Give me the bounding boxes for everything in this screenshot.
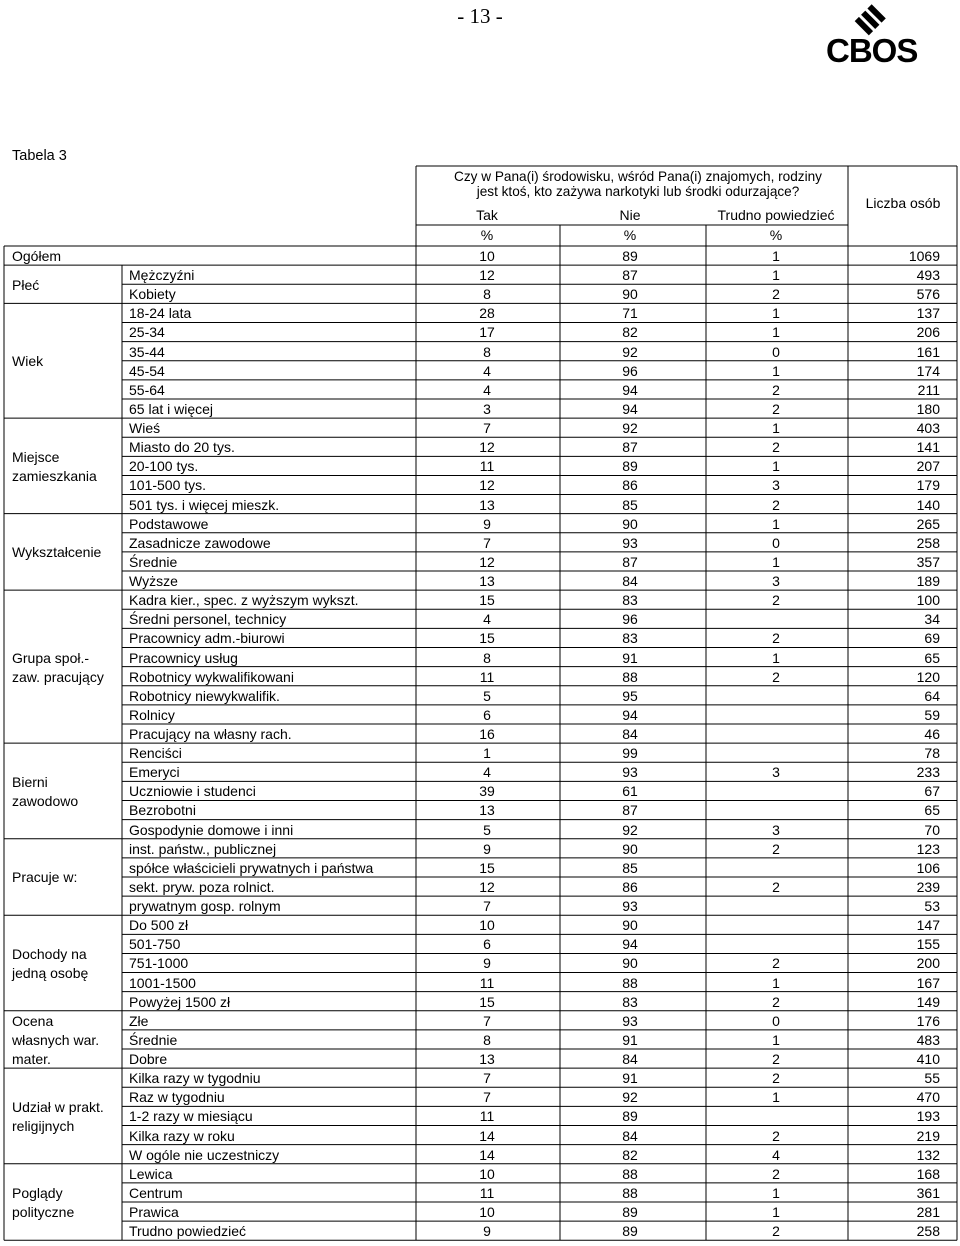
cell-nie: 85 bbox=[622, 859, 638, 876]
cell-liczba: 132 bbox=[916, 1146, 940, 1163]
row-label: Zasadnicze zawodowe bbox=[129, 534, 271, 551]
cell-trudno: 2 bbox=[772, 1127, 780, 1144]
cell-trudno: 2 bbox=[772, 400, 780, 417]
row-label: Bezrobotni bbox=[129, 802, 196, 819]
cell-liczba: 100 bbox=[916, 592, 940, 609]
cell-tak: 6 bbox=[483, 936, 491, 953]
group-label: Dochody na bbox=[12, 946, 87, 962]
cell-liczba: 265 bbox=[916, 515, 940, 532]
cell-liczba: 69 bbox=[924, 630, 940, 647]
row-label: Wieś bbox=[129, 420, 161, 437]
cell-liczba: 67 bbox=[924, 783, 940, 800]
cell-liczba: 361 bbox=[916, 1184, 940, 1201]
cell-nie: 92 bbox=[622, 420, 638, 437]
cell-nie: 90 bbox=[622, 840, 638, 857]
cell-liczba: 53 bbox=[924, 898, 940, 915]
cell-trudno: 2 bbox=[772, 381, 780, 398]
row-label: Miasto do 20 tys. bbox=[129, 439, 235, 456]
cell-liczba: 258 bbox=[916, 1223, 940, 1240]
cell-liczba: 219 bbox=[916, 1127, 940, 1144]
cell-nie: 83 bbox=[622, 630, 638, 647]
cell-trudno: 2 bbox=[772, 1223, 780, 1240]
cell-nie: 88 bbox=[622, 1165, 638, 1182]
cell-nie: 89 bbox=[622, 248, 638, 264]
row-label: Renciści bbox=[129, 745, 182, 762]
cell-tak: 10 bbox=[479, 248, 495, 264]
cell-nie: 87 bbox=[622, 802, 638, 819]
cell-nie: 89 bbox=[622, 1223, 638, 1240]
cell-tak: 12 bbox=[479, 267, 495, 284]
cell-liczba: 239 bbox=[916, 878, 940, 895]
cell-nie: 94 bbox=[622, 400, 638, 417]
cell-trudno: 1 bbox=[772, 974, 780, 991]
cell-liczba: 70 bbox=[924, 821, 940, 838]
row-label: Gospodynie domowe i inni bbox=[129, 821, 294, 838]
row-label: Podstawowe bbox=[129, 515, 209, 532]
cell-tak: 7 bbox=[483, 898, 491, 915]
cell-tak: 4 bbox=[483, 362, 491, 379]
cell-trudno: 2 bbox=[772, 878, 780, 895]
cell-tak: 9 bbox=[483, 840, 491, 857]
cell-trudno: 1 bbox=[772, 1031, 780, 1048]
cell-tak: 11 bbox=[479, 668, 495, 685]
row-label: 751-1000 bbox=[129, 955, 189, 972]
cell-tak: 4 bbox=[483, 611, 491, 628]
table-title: Tabela 3 bbox=[12, 148, 67, 164]
group-label: zamieszkania bbox=[12, 467, 97, 484]
cell-trudno: 2 bbox=[772, 1165, 780, 1182]
cell-liczba: 403 bbox=[916, 420, 940, 437]
cell-nie: 93 bbox=[622, 1012, 638, 1029]
cell-trudno: 2 bbox=[772, 439, 780, 456]
cell-trudno: 2 bbox=[772, 496, 780, 513]
cell-liczba: 149 bbox=[916, 993, 940, 1010]
row-label: Prawica bbox=[129, 1204, 179, 1220]
cell-tak: 15 bbox=[479, 592, 495, 609]
cell-nie: 84 bbox=[622, 573, 638, 590]
cell-liczba: 55 bbox=[924, 1070, 940, 1087]
cell-nie: 93 bbox=[622, 534, 638, 551]
group-label: Poglądy bbox=[12, 1185, 63, 1201]
cell-liczba: 168 bbox=[916, 1165, 940, 1182]
cell-trudno: 1 bbox=[772, 649, 780, 666]
cell-liczba: 147 bbox=[916, 917, 940, 934]
group-label: polityczne bbox=[12, 1204, 75, 1220]
cell-nie: 94 bbox=[622, 381, 638, 398]
cell-liczba: 470 bbox=[916, 1089, 940, 1106]
question-line-2: jest ktoś, kto zażywa narkotyki lub środki odurzające? bbox=[476, 184, 800, 199]
group-label: Bierni bbox=[12, 773, 48, 790]
cell-liczba: 155 bbox=[916, 936, 940, 953]
row-label: 1001-1500 bbox=[129, 974, 196, 991]
cell-nie: 61 bbox=[622, 783, 638, 800]
row-label: Powyżej 1500 zł bbox=[129, 993, 231, 1010]
cell-nie: 83 bbox=[622, 993, 638, 1010]
cell-trudno: 0 bbox=[772, 343, 780, 360]
row-label: Rolnicy bbox=[129, 706, 175, 723]
cell-trudno: 3 bbox=[772, 573, 780, 590]
group-label: religijnych bbox=[12, 1117, 75, 1134]
cell-tak: 7 bbox=[483, 534, 491, 551]
cell-tak: 8 bbox=[483, 286, 491, 303]
row-label: Trudno powiedzieć bbox=[129, 1223, 246, 1240]
row-label: Pracujący na własny rach. bbox=[129, 726, 292, 742]
cell-tak: 9 bbox=[483, 1223, 491, 1240]
cell-liczba: 123 bbox=[916, 840, 940, 857]
cell-liczba: 483 bbox=[916, 1031, 940, 1048]
cell-tak: 13 bbox=[479, 802, 495, 819]
group-label: mater. bbox=[12, 1050, 51, 1067]
cell-tak: 8 bbox=[483, 1031, 491, 1048]
row-label: spółce właścicieli prywatnych i państwa bbox=[129, 859, 374, 876]
column-header-tak: Tak bbox=[476, 207, 498, 223]
cell-trudno: 2 bbox=[772, 840, 780, 857]
cell-tak: 7 bbox=[483, 1089, 491, 1106]
unit-trudno: % bbox=[769, 227, 783, 243]
cell-nie: 84 bbox=[622, 726, 638, 742]
cell-liczba: 207 bbox=[916, 458, 940, 475]
cell-trudno: 1 bbox=[772, 362, 780, 379]
cell-liczba: 141 bbox=[916, 439, 940, 456]
cell-liczba: 211 bbox=[917, 381, 940, 398]
group-label: zaw. pracujący bbox=[12, 668, 104, 685]
cell-nie: 94 bbox=[622, 936, 638, 953]
group-label: Wiek bbox=[12, 353, 44, 370]
row-label: Do 500 zł bbox=[129, 917, 189, 934]
row-label: Kobiety bbox=[129, 286, 176, 303]
cell-liczba: 46 bbox=[924, 726, 940, 742]
page-number: - 13 - bbox=[457, 4, 503, 28]
cell-trudno: 1 bbox=[772, 1184, 780, 1201]
cell-tak: 17 bbox=[479, 324, 495, 341]
cell-tak: 12 bbox=[479, 477, 495, 494]
cell-tak: 15 bbox=[479, 630, 495, 647]
cell-liczba: 174 bbox=[916, 362, 940, 379]
cell-liczba: 65 bbox=[924, 649, 940, 666]
cell-nie: 91 bbox=[622, 1070, 638, 1087]
cell-tak: 11 bbox=[479, 974, 495, 991]
group-label: jedną osobę bbox=[12, 965, 89, 981]
cell-liczba: 34 bbox=[924, 611, 940, 628]
cell-nie: 87 bbox=[622, 553, 638, 570]
cell-nie: 87 bbox=[622, 439, 638, 456]
cell-tak: 10 bbox=[479, 1165, 495, 1182]
group-label: Wykształcenie bbox=[12, 544, 102, 561]
cell-nie: 82 bbox=[622, 324, 638, 341]
row-label: 55-64 bbox=[129, 381, 165, 398]
row-label: Robotnicy niewykwalifik. bbox=[129, 687, 280, 704]
row-label: Kilka razy w roku bbox=[129, 1127, 235, 1144]
unit-nie: % bbox=[623, 227, 637, 243]
cell-liczba: 59 bbox=[924, 706, 940, 723]
cell-trudno: 3 bbox=[772, 764, 780, 781]
cell-tak: 14 bbox=[479, 1146, 495, 1163]
cell-trudno: 1 bbox=[772, 553, 780, 570]
cell-tak: 7 bbox=[483, 420, 491, 437]
cell-liczba: 576 bbox=[916, 286, 940, 303]
cell-trudno: 0 bbox=[772, 1012, 780, 1029]
cell-tak: 10 bbox=[479, 917, 495, 934]
cell-tak: 28 bbox=[479, 305, 495, 322]
cell-trudno: 1 bbox=[772, 1204, 780, 1220]
group-label: Ocena bbox=[12, 1012, 54, 1029]
cell-trudno: 1 bbox=[772, 515, 780, 532]
cell-tak: 13 bbox=[479, 1051, 495, 1068]
cell-trudno: 2 bbox=[772, 668, 780, 685]
cell-nie: 71 bbox=[622, 305, 638, 322]
cell-nie: 89 bbox=[622, 458, 638, 475]
group-label: Pracuje w: bbox=[12, 869, 78, 886]
cell-nie: 90 bbox=[622, 286, 638, 303]
cell-trudno: 2 bbox=[772, 993, 780, 1010]
cell-tak: 11 bbox=[479, 458, 495, 475]
cell-tak: 5 bbox=[483, 821, 491, 838]
cell-tak: 39 bbox=[479, 783, 495, 800]
row-label: Kadra kier., spec. z wyższym wykszt. bbox=[129, 592, 359, 609]
group-label: własnych war. bbox=[12, 1031, 100, 1048]
cell-nie: 82 bbox=[622, 1146, 638, 1163]
cell-trudno: 1 bbox=[772, 324, 780, 341]
cell-nie: 92 bbox=[622, 343, 638, 360]
cell-liczba: 137 bbox=[916, 305, 940, 322]
cell-liczba: 120 bbox=[916, 668, 940, 685]
row-label: Centrum bbox=[129, 1184, 183, 1201]
row-label: W ogóle nie uczestniczy bbox=[129, 1146, 280, 1163]
cell-nie: 99 bbox=[622, 745, 638, 762]
cell-liczba: 78 bbox=[924, 745, 940, 762]
row-label: Mężczyźni bbox=[129, 267, 195, 284]
row-label: prywatnym gosp. rolnym bbox=[129, 898, 281, 915]
cell-liczba: 140 bbox=[916, 496, 940, 513]
cell-trudno: 2 bbox=[772, 592, 780, 609]
cell-nie: 90 bbox=[622, 917, 638, 934]
unit-tak: % bbox=[480, 227, 494, 243]
cell-liczba: 64 bbox=[924, 687, 940, 704]
row-label: Lewica bbox=[129, 1165, 173, 1182]
cell-nie: 89 bbox=[622, 1204, 638, 1220]
cell-nie: 91 bbox=[622, 649, 638, 666]
cell-tak: 4 bbox=[483, 764, 491, 781]
cell-liczba: 200 bbox=[916, 955, 940, 972]
cell-nie: 90 bbox=[622, 515, 638, 532]
cell-tak: 11 bbox=[479, 1108, 495, 1125]
cell-tak: 12 bbox=[479, 878, 495, 895]
row-label: Emeryci bbox=[129, 764, 180, 781]
cell-trudno: 2 bbox=[772, 1051, 780, 1068]
column-header-trudno: Trudno powiedzieć bbox=[717, 207, 835, 223]
cell-tak: 15 bbox=[479, 859, 495, 876]
cell-trudno: 4 bbox=[772, 1146, 780, 1163]
cell-liczba: 357 bbox=[916, 553, 940, 570]
row-label: 501 tys. i więcej mieszk. bbox=[129, 496, 280, 513]
cell-liczba: 493 bbox=[916, 267, 940, 284]
column-header-liczba: Liczba osób bbox=[865, 195, 941, 211]
cell-nie: 93 bbox=[622, 764, 638, 781]
row-label: 65 lat i więcej bbox=[129, 400, 214, 417]
row-label: Uczniowie i studenci bbox=[129, 783, 256, 800]
cell-tak: 6 bbox=[483, 706, 491, 723]
cell-nie: 90 bbox=[622, 955, 638, 972]
cell-tak: 13 bbox=[479, 496, 495, 513]
cell-nie: 88 bbox=[622, 668, 638, 685]
cell-trudno: 3 bbox=[772, 821, 780, 838]
cell-nie: 95 bbox=[622, 687, 638, 704]
row-label: Złe bbox=[129, 1012, 149, 1029]
row-label: Średni personel, technicy bbox=[129, 611, 287, 628]
row-label: 18-24 lata bbox=[129, 305, 192, 322]
cell-tak: 13 bbox=[479, 573, 495, 590]
cell-tak: 5 bbox=[483, 687, 491, 704]
cell-trudno: 2 bbox=[772, 630, 780, 647]
cell-trudno: 2 bbox=[772, 955, 780, 972]
cell-nie: 85 bbox=[622, 496, 638, 513]
row-label: 20-100 tys. bbox=[129, 458, 199, 475]
group-label: Płeć bbox=[12, 276, 40, 293]
cell-tak: 3 bbox=[483, 400, 491, 417]
row-label: Dobre bbox=[129, 1051, 168, 1068]
row-label: inst. państw., publicznej bbox=[129, 840, 277, 857]
cell-tak: 14 bbox=[479, 1127, 495, 1144]
group-label: Ogółem bbox=[12, 248, 62, 265]
row-label: 35-44 bbox=[129, 343, 165, 360]
row-label: 25-34 bbox=[129, 324, 165, 341]
group-label: Udział w prakt. bbox=[12, 1098, 104, 1115]
row-label: Średnie bbox=[129, 553, 178, 570]
row-label: Pracownicy usług bbox=[129, 649, 238, 666]
cell-liczba: 179 bbox=[916, 477, 940, 494]
row-label: Robotnicy wykwalifikowani bbox=[129, 668, 294, 685]
cell-trudno: 0 bbox=[772, 534, 780, 551]
cell-liczba: 167 bbox=[916, 974, 940, 991]
row-label: sekt. pryw. poza rolnict. bbox=[129, 878, 275, 895]
row-label: Kilka razy w tygodniu bbox=[129, 1070, 261, 1087]
cell-liczba: 176 bbox=[916, 1012, 940, 1029]
cell-liczba: 281 bbox=[916, 1204, 940, 1220]
cell-tak: 8 bbox=[483, 343, 491, 360]
cell-tak: 9 bbox=[483, 515, 491, 532]
cell-nie: 91 bbox=[622, 1031, 638, 1048]
cell-trudno: 1 bbox=[772, 267, 780, 284]
cell-liczba: 189 bbox=[916, 573, 940, 590]
cell-trudno: 1 bbox=[772, 1089, 780, 1106]
logo-wordmark: CBOS bbox=[826, 32, 918, 69]
cell-liczba: 65 bbox=[924, 802, 940, 819]
cell-liczba: 233 bbox=[916, 764, 940, 781]
cell-liczba: 193 bbox=[916, 1108, 940, 1125]
cell-tak: 8 bbox=[483, 649, 491, 666]
cell-liczba: 161 bbox=[916, 343, 940, 360]
cell-nie: 84 bbox=[622, 1127, 638, 1144]
row-label: 1-2 razy w miesiącu bbox=[129, 1108, 253, 1125]
cell-tak: 12 bbox=[479, 553, 495, 570]
cell-liczba: 180 bbox=[916, 400, 940, 417]
cell-tak: 11 bbox=[479, 1184, 495, 1201]
cell-trudno: 2 bbox=[772, 286, 780, 303]
row-label: Raz w tygodniu bbox=[129, 1089, 225, 1106]
cell-liczba: 258 bbox=[916, 534, 940, 551]
cell-tak: 16 bbox=[479, 726, 495, 742]
cell-tak: 10 bbox=[479, 1204, 495, 1220]
group-label: Grupa społ.- bbox=[12, 649, 90, 666]
row-label: Średnie bbox=[129, 1031, 178, 1048]
cell-tak: 7 bbox=[483, 1012, 491, 1029]
row-label: Pracownicy adm.-biurowi bbox=[129, 630, 285, 647]
cell-nie: 96 bbox=[622, 362, 638, 379]
cell-nie: 92 bbox=[622, 821, 638, 838]
cell-liczba: 206 bbox=[916, 324, 940, 341]
cell-nie: 87 bbox=[622, 267, 638, 284]
cell-tak: 4 bbox=[483, 381, 491, 398]
cell-trudno: 1 bbox=[772, 305, 780, 322]
cell-nie: 89 bbox=[622, 1108, 638, 1125]
row-label: Wyższe bbox=[129, 573, 178, 590]
cell-tak: 15 bbox=[479, 993, 495, 1010]
group-label: zawodowo bbox=[12, 792, 79, 809]
group-label: Miejsce bbox=[12, 448, 60, 465]
row-label: 45-54 bbox=[129, 362, 165, 379]
cell-nie: 86 bbox=[622, 477, 638, 494]
cell-trudno: 1 bbox=[772, 458, 780, 475]
column-header-nie: Nie bbox=[619, 207, 641, 223]
cell-liczba: 410 bbox=[916, 1051, 940, 1068]
cell-tak: 7 bbox=[483, 1070, 491, 1087]
row-label: 501-750 bbox=[129, 936, 181, 953]
cell-nie: 92 bbox=[622, 1089, 638, 1106]
cell-liczba: 106 bbox=[916, 859, 940, 876]
cell-tak: 12 bbox=[479, 439, 495, 456]
cell-trudno: 1 bbox=[772, 420, 780, 437]
cell-nie: 83 bbox=[622, 592, 638, 609]
cell-nie: 88 bbox=[622, 974, 638, 991]
cell-tak: 9 bbox=[483, 955, 491, 972]
cell-liczba: 1069 bbox=[908, 248, 940, 264]
question-line-1: Czy w Pana(i) środowisku, wśród Pana(i) znajomych, rodziny bbox=[454, 169, 822, 184]
cell-nie: 84 bbox=[622, 1051, 638, 1068]
cell-trudno: 1 bbox=[772, 248, 780, 264]
cell-trudno: 3 bbox=[772, 477, 780, 494]
cell-nie: 93 bbox=[622, 898, 638, 915]
row-label: 101-500 tys. bbox=[129, 477, 207, 494]
cell-nie: 96 bbox=[622, 611, 638, 628]
cell-nie: 88 bbox=[622, 1184, 638, 1201]
cell-tak: 1 bbox=[483, 745, 491, 762]
cell-nie: 86 bbox=[622, 878, 638, 895]
cell-trudno: 2 bbox=[772, 1070, 780, 1087]
cell-nie: 94 bbox=[622, 706, 638, 723]
